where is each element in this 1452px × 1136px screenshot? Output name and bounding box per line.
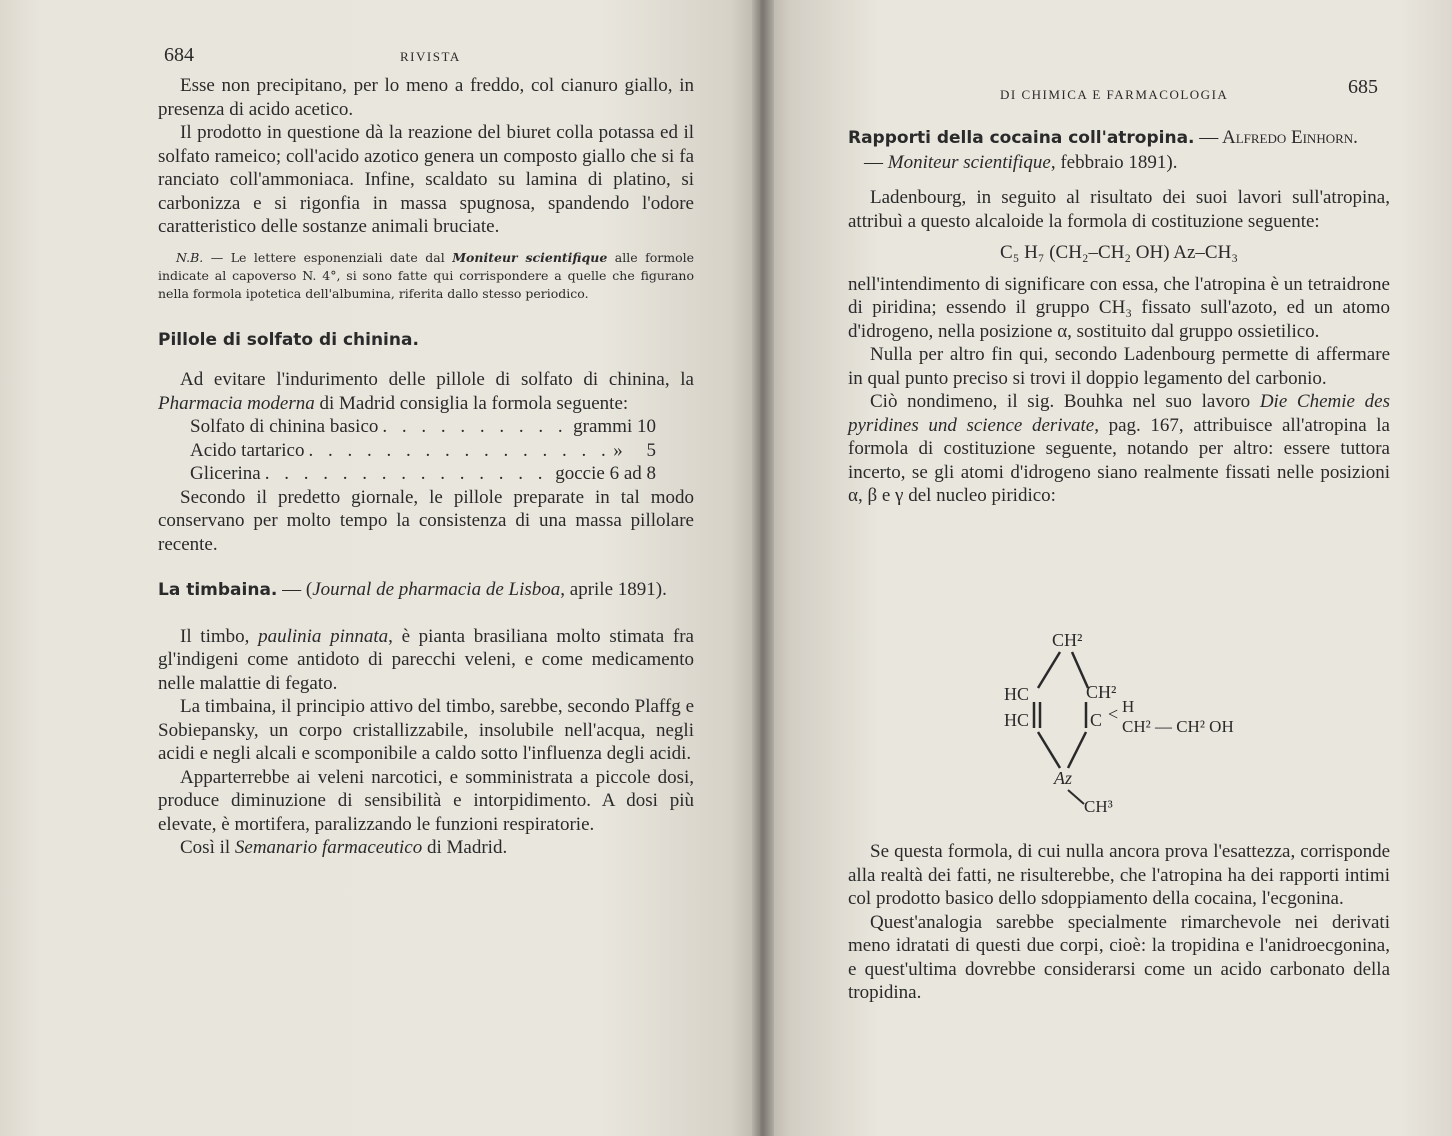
source-title: Die Chemie des pyridines und science derivate bbox=[848, 391, 1390, 436]
text: Così il bbox=[180, 837, 235, 858]
article-title: Rapporti della cocaina coll'atropina. bbox=[848, 128, 1195, 148]
formula: C₅ H₇ (CH₂–CH₂ OH) Az–CH₃ bbox=[1000, 242, 1238, 263]
paragraph: nell'intendimento di significare con essa, che l'atropina è un tetraidrone di piridina; essendo il gruppo CH₃ fissato sull'azoto, ed un atomo d'idrogeno, nella posizione α, sostituito dal gruppo ossietilico. bbox=[848, 273, 1390, 342]
paragraph: Esse non precipitano, per lo meno a freddo, col cianuro giallo, in presenza di acido acetico. bbox=[158, 75, 694, 120]
recipe-row bbox=[190, 439, 656, 463]
leader-dots bbox=[261, 462, 556, 486]
paragraph: Quest'analogia sarebbe specialmente rimarchevole nei derivati meno idratati di questi due corpi, cioè: la tropidina e l'anidroecgonina, e quest'ultima dovrebbe considerarsi come un acido carbonato della tropidina. bbox=[848, 911, 1390, 1003]
paragraph bbox=[158, 836, 694, 860]
bond bbox=[1038, 652, 1060, 688]
text: , pag. 167, attribuisce all'atropina la formola di costituzione seguente, notando per altro: essere tuttora incerto, se gli atomi d'idrogeno siano realmente fissati nelle posizioni α, β e γ del nucleo piridico: bbox=[848, 414, 1390, 506]
atom-hydrogen: H bbox=[1122, 697, 1135, 716]
recipe-row bbox=[190, 415, 656, 439]
ingredient: Glicerina bbox=[190, 463, 261, 484]
structural-formula bbox=[990, 620, 1270, 820]
text: di Madrid. bbox=[422, 837, 508, 858]
text: di Madrid consiglia la formola seguente: bbox=[314, 392, 629, 414]
leader-dots bbox=[378, 415, 573, 439]
paragraph bbox=[158, 625, 694, 696]
note-text: alle formole indicate al capoverso N. 4°, si sono fatte qui corrispondere a quelle che figurano nella formola ipotetica dell'albumina, riferita dallo stesso periodico. bbox=[158, 249, 694, 301]
source-title: Moniteur scientifique bbox=[887, 151, 1051, 173]
note-label: N.B. bbox=[176, 249, 204, 265]
spacer bbox=[848, 174, 1390, 186]
quantity: goccie 6 ad 8 bbox=[555, 463, 656, 484]
left-text-column bbox=[158, 74, 694, 860]
right-running-head: DI CHIMICA E FARMACOLOGIA bbox=[1000, 87, 1229, 102]
author: — Alfredo Einhorn. bbox=[1194, 127, 1358, 148]
paragraph: Secondo il predetto giornale, le pillole preparate in tal modo conservano per molto tempo la consistenza di una massa pillolare recente. bbox=[158, 486, 694, 555]
paragraph: Se questa formola, di cui nulla ancora prova l'esattezza, corrisponde alla realtà dei fatti, ne risulterebbe, che l'atropina ha dei rapporti intimi col prodotto basico dello sdoppiamento della cocaina, l'ecgonina. bbox=[848, 841, 1390, 909]
left-running-head: RIVISTA bbox=[400, 49, 461, 64]
section-heading bbox=[158, 578, 694, 603]
recipe-table bbox=[158, 415, 694, 486]
paragraph: Ladenbourg, in seguito al risultato dei suoi lavori sull'atropina, attribuì a questo alcaloide la formola di costituzione seguente: bbox=[848, 187, 1390, 232]
atom-right-upper: CH² bbox=[1086, 682, 1117, 702]
paragraph: Apparterrebbe ai veleni narcotici, e somministrata a piccole dosi, produce diminuzione di sensibilità e intorpidimento. A dosi più elevate, è mortifera, paralizzando le funzioni respiratorie. bbox=[158, 766, 694, 835]
bond bbox=[1068, 732, 1086, 768]
bond bbox=[1038, 732, 1060, 768]
text: , è pianta brasiliana molto stimata fra gl'indigeni come antidoto di parecchi veleni, e come medicamento nelle malattie di fegato. bbox=[158, 625, 694, 694]
text: Ciò nondimeno, il sig. Bouhka nel suo lavoro bbox=[870, 391, 1260, 412]
section-title: Pillole di solfato di chinina. bbox=[158, 329, 419, 350]
bracket: < bbox=[1108, 704, 1119, 724]
leader-dots bbox=[304, 439, 613, 463]
article-heading bbox=[848, 126, 1390, 174]
paragraph: Il prodotto in questione dà la reazione del biuret colla potassa ed il solfato rameico; coll'acido azotico genera un composto giallo che si fa ranciato coll'ammoniaca. Infine, scaldato su lamina di platino, si carbonizza e si rigonfia in massa spugnosa, spandendo l'odore caratteristico delle sostanze animali bruciate. bbox=[158, 122, 694, 237]
note-source: Moniteur scientifique bbox=[452, 249, 608, 265]
spacer bbox=[158, 603, 694, 625]
atom-top: CH² bbox=[1052, 630, 1083, 650]
quantity: » 5 bbox=[613, 439, 656, 461]
source-title: Pharmacia moderna bbox=[158, 392, 315, 414]
paragraph bbox=[158, 368, 694, 415]
text: — ( bbox=[277, 579, 313, 600]
section-title: La timbaina. bbox=[158, 580, 278, 600]
quantity: grammi 10 bbox=[573, 416, 656, 437]
paragraph: La timbaina, il principio attivo del timbo, sarebbe, secondo Plaffg e Sobiepansky, un corpo cristallizzabile, insolubile nell'acqua, negli acidi e negli alcali e scomponibile a caldo sotto l'influenza degli acidi. bbox=[158, 696, 694, 764]
text: , aprile 1891). bbox=[560, 579, 667, 600]
source-title: Semanario farmaceutico bbox=[234, 837, 423, 858]
source-title: Journal de pharmacia de Lisboa bbox=[312, 579, 561, 600]
atom-left-upper: HC bbox=[1004, 684, 1030, 704]
left-page-number: 684 bbox=[164, 44, 194, 66]
atom-right-c: C bbox=[1090, 710, 1103, 730]
atom-left-lower: HC bbox=[1004, 710, 1030, 730]
paragraph bbox=[848, 390, 1390, 508]
text: Il timbo, bbox=[180, 625, 259, 647]
right-text-column bbox=[848, 126, 1390, 508]
methyl-group: CH³ bbox=[1084, 797, 1113, 816]
atom-nitrogen: Az bbox=[1054, 768, 1072, 788]
right-page-number: 685 bbox=[1348, 76, 1378, 98]
spacer bbox=[158, 556, 694, 578]
text: Ad evitare l'indurimento delle pillole di solfato di chinina, la bbox=[180, 369, 694, 390]
right-bottom-text bbox=[848, 840, 1390, 1005]
side-chain: CH² — CH² OH bbox=[1122, 717, 1234, 736]
structure-diagram bbox=[990, 620, 1270, 820]
paragraph: Nulla per altro fin qui, secondo Ladenbourg permette di affermare in qual punto preciso si trovi il doppio legamento del carbonio. bbox=[848, 344, 1390, 389]
note-text: — Le lettere esponenziali date dal bbox=[203, 249, 453, 265]
text: , febbraio 1891). bbox=[1050, 151, 1178, 173]
recipe-row bbox=[190, 462, 656, 486]
footnote bbox=[158, 249, 694, 303]
bond bbox=[1068, 790, 1084, 804]
ingredient: Acido tartarico bbox=[190, 439, 305, 461]
ingredient: Solfato di chinina basico bbox=[190, 416, 379, 437]
book-gutter bbox=[752, 0, 774, 1136]
text: — bbox=[864, 151, 888, 173]
species-name: paulinia pinnata bbox=[258, 625, 389, 647]
